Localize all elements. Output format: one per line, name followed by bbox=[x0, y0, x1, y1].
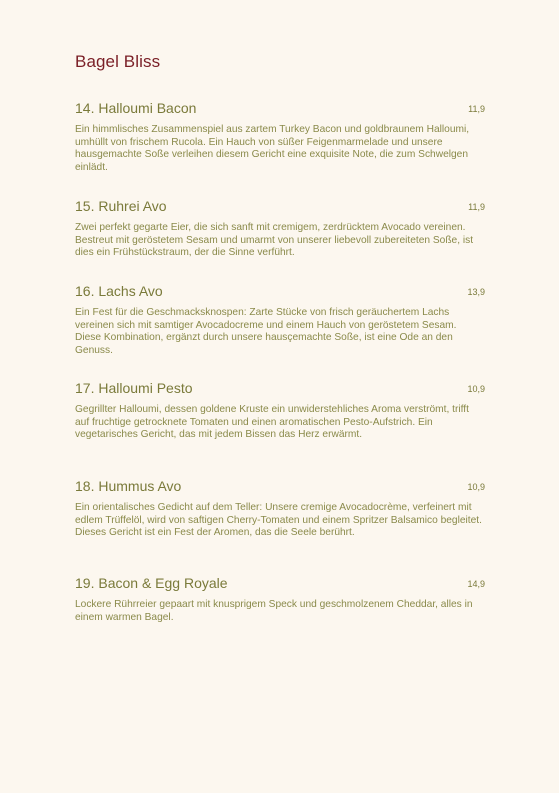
menu-item-price: 11,9 bbox=[468, 104, 485, 114]
menu-item-name: 17. Halloumi Pesto bbox=[75, 380, 193, 396]
menu-item-price: 14,9 bbox=[467, 579, 485, 589]
menu-item-header bbox=[75, 575, 485, 593]
menu-item-description: Zwei perfekt gegarte Eier, die sich sanft mit cremigem, zerdrücktem Avocado vereinen. Bestreut mit geröstetem Sesam und umarmt von unserer liebevoll zubereiteten Soße, ist dies ein Frühstückstraum, der die Sinne verführt. bbox=[75, 222, 474, 259]
menu-item bbox=[75, 283, 485, 357]
menu-item-name: 16. Lachs Avo bbox=[75, 283, 163, 299]
menu-item-name: 15. Ruhrei Avo bbox=[75, 198, 167, 214]
menu-item bbox=[75, 198, 485, 260]
menu-item-description: Gegrillter Halloumi, dessen goldene Kruste ein unwiderstehliches Aroma verströmt, trifft auf fruchtige getrocknete Tomaten und einen aromatischen Pesto-Aufstrich. Ein vegetarisches Gericht, das mit jedem Bissen das Herz erwärmt. bbox=[75, 404, 469, 441]
menu-item-header bbox=[75, 283, 485, 301]
menu-item-name: 14. Halloumi Bacon bbox=[75, 100, 197, 116]
menu-item bbox=[75, 575, 485, 624]
menu-section-title: Bagel Bliss bbox=[75, 52, 161, 71]
menu-item-description: Ein orientalisches Gedicht auf dem Teller: Unsere cremige Avocadocrème, verfeinert mit edlem Trüffelöl, wird von saftigen Cherry-Tomaten und einem Spritzer Balsamico begleitet. Dieses Gericht ist ein Fest der Aromen, das die Seele berührt. bbox=[75, 502, 482, 539]
menu-item-header bbox=[75, 100, 485, 118]
menu-item-name: 18. Hummus Avo bbox=[75, 478, 182, 494]
menu-item-price: 10,9 bbox=[467, 384, 485, 394]
menu-item-name: 19. Bacon & Egg Royale bbox=[75, 575, 228, 591]
menu-item bbox=[75, 478, 485, 540]
menu-item-header bbox=[75, 198, 485, 216]
menu-item-price: 11,9 bbox=[468, 202, 485, 212]
menu-item bbox=[75, 100, 485, 174]
menu-item-header bbox=[75, 380, 485, 398]
menu-item-description: Ein himmlisches Zusammenspiel aus zartem Turkey Bacon und goldbraunem Halloumi, umhüllt von frischem Rucola. Ein Hauch von süßer Feigenmarmelade und unsere hausgemachte Soße verleihen diesem Gericht eine exquisite Note, die zum Schwelgen einlädt. bbox=[75, 124, 470, 173]
menu-item bbox=[75, 380, 485, 442]
menu-item-description: Lockere Rührreier gepaart mit knusprigem Speck und geschmolzenem Cheddar, alles in einem warmen Bagel. bbox=[75, 599, 473, 623]
menu-item-price: 10,9 bbox=[467, 482, 485, 492]
menu-item-price: 13,9 bbox=[467, 287, 485, 297]
menu-item-header bbox=[75, 478, 485, 496]
menu-item-description: Ein Fest für die Geschmacksknospen: Zarte Stücke von frisch geräuchertem Lachs vereinen sich mit samtiger Avocadocreme und einem Hauch von geröstetem Sesam. Diese Kombination, ergänzt durch unsere hausçemachte Soße, ist eine Ode an den Genuss. bbox=[75, 307, 457, 356]
